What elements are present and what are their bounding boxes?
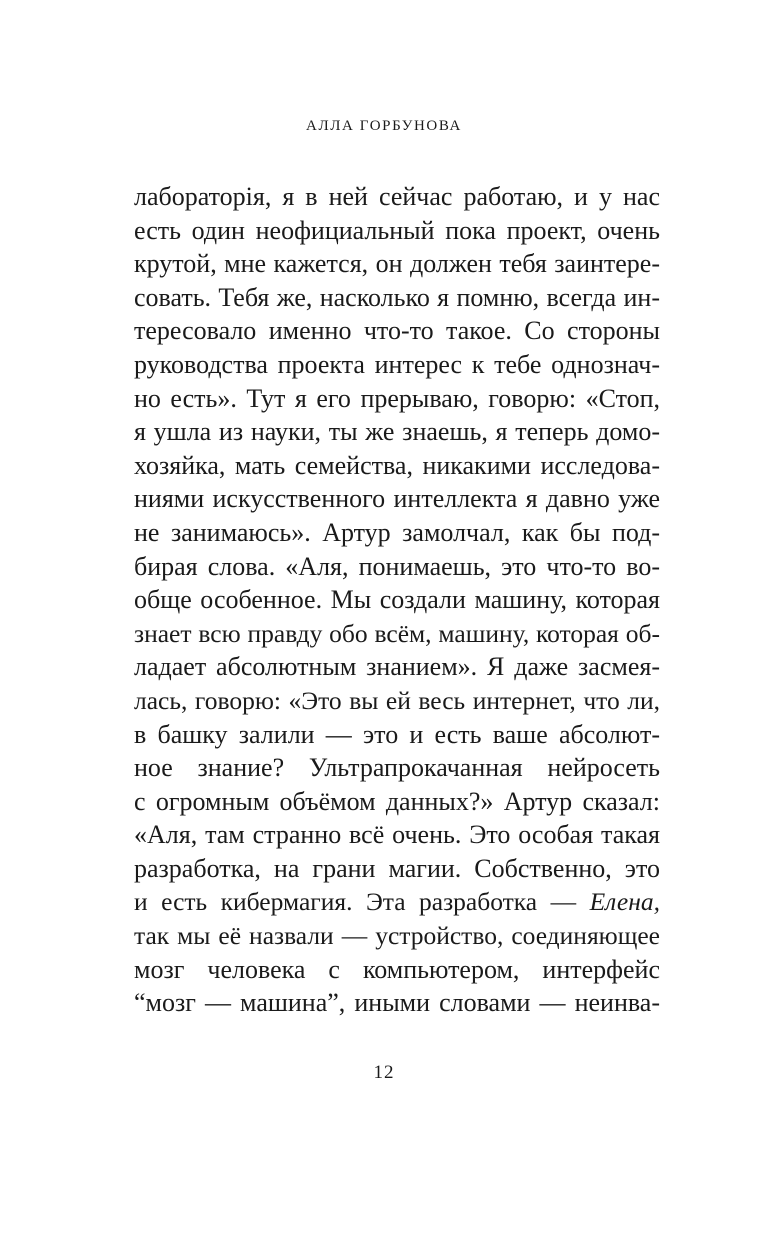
text-line: лабораторія, я в ней сейчас работаю, и у нас xyxy=(134,182,660,211)
body-text xyxy=(134,180,660,1020)
italic-name: Елена, xyxy=(589,887,660,917)
text-line: «Аля, там странно всё очень. Это особая такая xyxy=(134,820,660,850)
text-line: хозяйка, мать семейства, никакими исследова- xyxy=(134,450,660,480)
text-line: обще особенное. Мы создали машину, которая xyxy=(134,585,660,615)
text-line: совать. Тебя же, насколько я помню, всегда ин- xyxy=(134,282,660,312)
text-line: ладает абсолютным знанием». Я даже засмея- xyxy=(134,652,660,682)
text-line: знает всю правду обо всём, машину, которая об- xyxy=(134,618,660,648)
text-line: бирая слова. «Аля, понимаешь, это что-то во- xyxy=(134,551,660,581)
text-line: разработка, на грани магии. Собственно, это xyxy=(134,853,660,883)
text-line: я ушла из науки, ты же знаешь, я теперь домо- xyxy=(134,417,660,447)
text-line: крутой, мне кажется, он должен тебя заинтере- xyxy=(134,249,660,279)
text-line: с огромным объёмом данных?» Артур сказал: xyxy=(134,786,660,816)
text-line: так мы её назвали — устройство, соединяющее xyxy=(134,921,660,951)
text-line-with-italic xyxy=(134,885,660,919)
text-line: ниями искусственного интеллекта я давно уже xyxy=(134,484,660,514)
text-line: ное знание? Ультрапрокачанная нейросеть xyxy=(134,753,660,783)
text-line: лась, говорю: «Это вы ей весь интернет, что ли, xyxy=(134,685,660,715)
text-line: тересовало именно что-то такое. Со стороны xyxy=(134,316,660,346)
text-line: есть один неофициальный пока проект, очень xyxy=(134,215,660,245)
page-number: 12 xyxy=(373,1062,395,1083)
text-line: “мозг — машина”, иными словами — неинва- xyxy=(134,988,660,1018)
text-line: но есть». Тут я его прерываю, говорю: «Стоп, xyxy=(134,383,660,413)
text-line: не занимаюсь». Артур замолчал, как бы под- xyxy=(134,517,660,547)
text-line: мозг человека с компьютером, интерфейс xyxy=(134,954,660,984)
text-line: в башку залили — это и есть ваше абсолют- xyxy=(134,719,660,749)
line-text: и есть кибермагия. Эта разработка — xyxy=(134,887,577,917)
running-header-author: АЛЛА ГОРБУНОВА xyxy=(306,118,462,134)
text-line: руководства проекта интерес к тебе однознач- xyxy=(134,349,660,379)
